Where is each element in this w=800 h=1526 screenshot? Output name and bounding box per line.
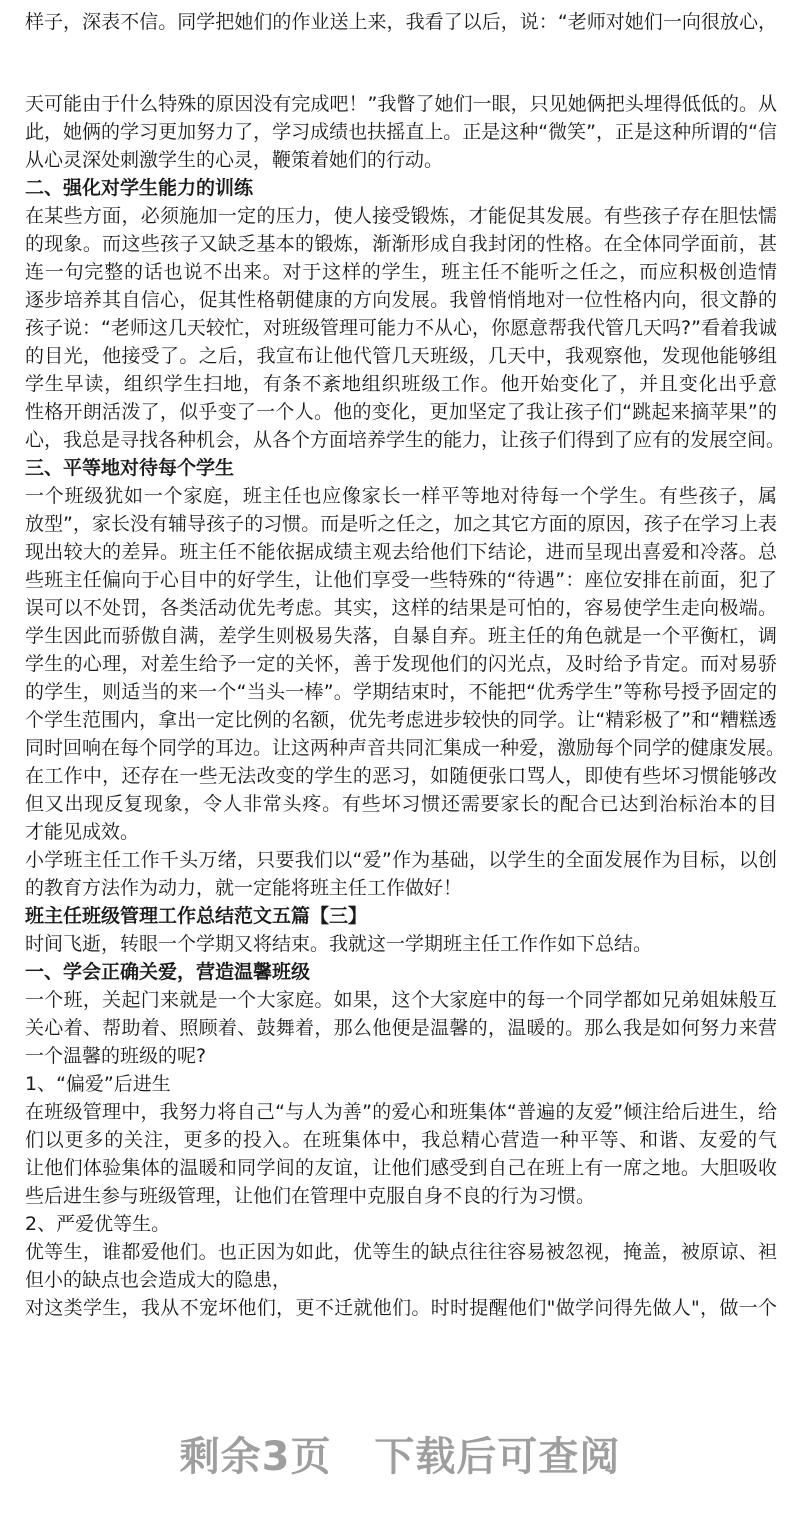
text-line: 的目光，他接受了。之后，我宣布让他代管几天班级，几天中，我观察他，发现他能够组: [25, 345, 777, 367]
text-line: 一个温馨的班级的呢?: [25, 1045, 207, 1067]
section-heading: [25, 454, 777, 482]
text-line: 性格开朗活泼了，似乎变了一个人。他的变化，更加坚定了我让孩子们“跳起来摘苹果”的: [25, 401, 777, 423]
text-line: 一个班级犹如一个家庭，班主任也应像家长一样平等地对待每一个学生。有些孩子，属: [25, 485, 777, 507]
paragraph: [25, 762, 777, 846]
paragraph: [25, 986, 777, 1070]
text-line: 些班主任偏向于心目中的好学生，让他们享受一些特殊的“待遇”：座位安排在前面，犯了: [25, 569, 777, 591]
paragraph: [25, 8, 777, 36]
section-heading: [25, 902, 777, 930]
text-line: 优等生，谁都爱他们。也正因为如此，优等生的缺点往往容易被忽视，掩盖，被原谅、袒: [25, 1241, 777, 1263]
text-line: 现出较大的差异。班主任不能依据成绩主观去给他们下结论，进而呈现出喜爱和冷落。总: [25, 541, 777, 563]
text-line: 逐步培养其自信心，促其性格朝健康的方向发展。我曾悄悄地对一位性格内向，很文静的: [25, 289, 777, 311]
paragraph: [25, 1238, 777, 1294]
download-prompt[interactable]: [0, 1425, 800, 1482]
text-line: 学生因此而骄傲自满，差学生则极易失落，自暴自弃。班主任的角色就是一个平衡杠，调: [25, 625, 777, 647]
text-line: 关心着、帮助着、照顾着、鼓舞着，那么他便是温馨的，温暖的。那么我是如何努力来营: [25, 1017, 777, 1039]
text-line: 心，我总是寻找各种机会，从各个方面培养学生的能力，让孩子们得到了应有的发展空间。: [25, 429, 786, 451]
text-line: 1、“偏爱”后进生: [25, 1073, 171, 1095]
text-line: 的教育方法作为动力，就一定能将班主任工作做好！: [25, 877, 463, 899]
paragraph: [25, 846, 777, 902]
text-line: 的现象。而这些孩子又缺乏基本的锻炼，渐渐形成自我封闭的性格。在全体同学面前，甚: [25, 233, 777, 255]
text-line: 从心灵深处刺激学生的心灵，鞭策着她们的行动。: [25, 149, 444, 171]
text-line: 孩子说：“老师这几天较忙，对班级管理可能力不从心，你愿意帮我代管几天吗?”看着我诚: [25, 317, 777, 339]
text-line: 一、学会正确关爱，营造温馨班级: [25, 961, 311, 983]
remaining-pages-text: 剩余3页: [179, 1434, 332, 1480]
paragraph: [25, 1210, 777, 1238]
text-line: 才能见成效。: [25, 821, 140, 843]
text-line: 对这类学生，我从不宠坏他们，更不迁就他们。时时提醒他们"做学问得先做人"，做一个: [25, 1297, 777, 1319]
text-line: 班主任班级管理工作总结范文五篇【三】: [25, 905, 368, 927]
text-line: 但又出现反复现象，令人非常头疼。有些坏习惯还需要家长的配合已达到治标治本的目: [25, 793, 777, 815]
text-line: 个学生范围内，拿出一定比例的名额，优先考虑进步较快的同学。让“精彩极了”和“糟糕透: [25, 709, 777, 731]
text-line: 天可能由于什么特殊的原因没有完成吧！”我瞥了她们一眼，只见她俩把头埋得低低的。从: [25, 93, 777, 115]
text-line: 时间飞逝，转眼一个学期又将结束。我就这一学期班主任工作作如下总结。: [25, 933, 653, 955]
text-line: 误可以不处罚，各类活动优先考虑。其实，这样的结果是可怕的，容易使学生走向极端。: [25, 597, 777, 619]
text-line: 们以更多的关注，更多的投入。在班集体中，我总精心营造一种平等、和谐、友爱的气: [25, 1129, 777, 1151]
text-line: 连一句完整的话也说不出来。对于这样的学生，班主任不能听之任之，而应积极创造情: [25, 261, 777, 283]
text-line: 但小的缺点也会造成大的隐患，: [25, 1269, 292, 1291]
text-line: 二、强化对学生能力的训练: [25, 177, 254, 199]
paragraph: [25, 930, 777, 958]
paragraph: [25, 90, 777, 174]
text-line: 此，她俩的学习更加努力了，学习成绩也扶摇直上。正是这种“微笑”，正是这种所谓的“信: [25, 121, 777, 143]
section-heading: [25, 174, 777, 202]
text-line: 在某些方面，必须施加一定的压力，使人接受锻炼，才能促其发展。有些孩子存在胆怯懦: [25, 205, 777, 227]
text-line: 一个班，关起门来就是一个大家庭。如果，这个大家庭中的每一个同学都如兄弟姐妹般互: [25, 989, 777, 1011]
text-line: 让他们体验集体的温暖和同学间的友谊，让他们感受到自己在班上有一席之地。大胆吸收: [25, 1157, 777, 1179]
text-line: 三、平等地对待每个学生: [25, 457, 235, 479]
text-line: 样子，深表不信。同学把她们的作业送上来，我看了以后，说：“老师对她们一向很放心，: [25, 11, 777, 33]
section-heading: [25, 958, 777, 986]
text-line: 放型”，家长没有辅导孩子的习惯。而是听之任之，加之其它方面的原因，孩子在学习上表: [25, 513, 777, 535]
paragraph: [25, 1070, 777, 1098]
text-line: 些后进生参与班级管理，让他们在管理中克服自身不良的行为习惯。: [25, 1185, 596, 1207]
text-line: 学生早读，组织学生扫地，有条不紊地组织班级工作。他开始变化了，并且变化出乎意: [25, 373, 777, 395]
text-line: 在工作中，还存在一些无法改变的学生的恶习，如随便张口骂人，即使有些坏习惯能够改: [25, 765, 777, 787]
paragraph: [25, 202, 786, 454]
text-line: 2、严爱优等生。: [25, 1213, 171, 1235]
paragraph: [25, 1294, 777, 1322]
text-line: 的学生，则适当的来一个“当头一棒”。学期结束时，不能把“优秀学生”等称号授予固定的: [25, 681, 777, 703]
paragraph: [25, 1098, 777, 1210]
download-to-view-text[interactable]: 下载后可查阅: [374, 1434, 621, 1480]
text-line: 在班级管理中，我努力将自己“与人为善”的爱心和班集体“普遍的友爱”倾注给后进生，给: [25, 1101, 777, 1123]
text-line: 同时回响在每个同学的耳边。让这两种声音共同汇集成一种爱，激励每个同学的健康发展。: [25, 737, 786, 759]
text-line: 小学班主任工作千头万绪，只要我们以“爱”作为基础，以学生的全面发展作为目标，以创: [25, 849, 777, 871]
text-line: 学生的心理，对差生给予一定的关怀，善于发现他们的闪光点，及时给予肯定。而对易骄: [25, 653, 777, 675]
document-body: [25, 8, 786, 1322]
paragraph: [25, 482, 786, 762]
